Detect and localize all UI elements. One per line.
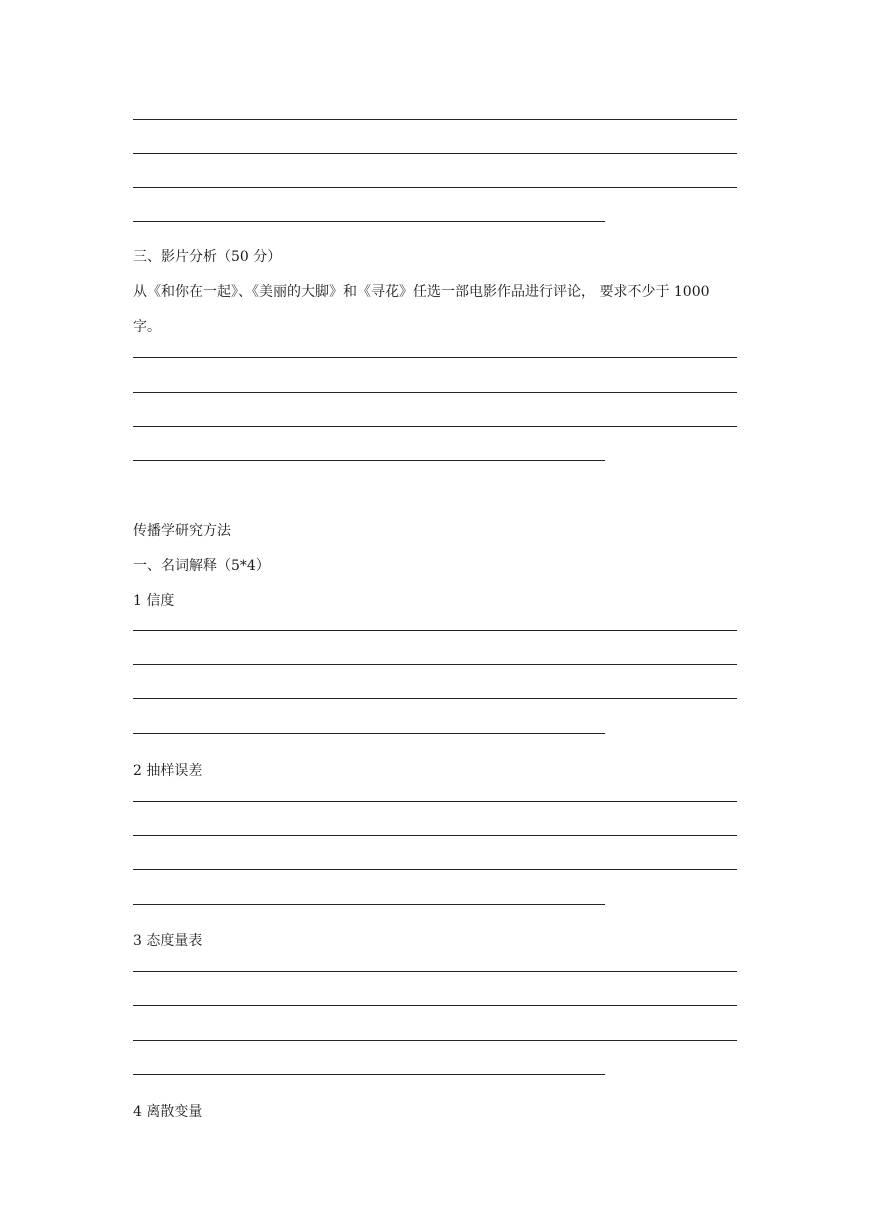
answer-line <box>133 1040 737 1041</box>
film-analysis-prompt: 从《和你在一起》、《美丽的大脚》和《寻花》任选一部电影作品进行评论， 要求不少于 1000 字。 <box>133 284 710 335</box>
answer-line <box>133 630 737 631</box>
term-label: 2 抽样误差 <box>133 763 203 779</box>
course-title: 传播学研究方法 <box>133 523 231 539</box>
answer-line <box>133 1005 737 1006</box>
answer-line <box>133 1074 605 1075</box>
answer-line <box>133 357 737 358</box>
answer-line <box>133 801 737 802</box>
answer-line <box>133 119 737 120</box>
answer-line <box>133 664 737 665</box>
answer-line <box>133 971 737 972</box>
film-analysis-heading: 三、影片分析（50 分） <box>133 249 282 265</box>
answer-line <box>133 221 605 222</box>
exam-page <box>133 0 737 1228</box>
answer-line <box>133 835 737 836</box>
answer-line <box>133 733 605 734</box>
term-label: 4 离散变量 <box>133 1104 203 1120</box>
answer-line <box>133 698 737 699</box>
answer-line <box>133 187 737 188</box>
answer-line <box>133 426 737 427</box>
answer-line <box>133 869 737 870</box>
answer-line <box>133 904 605 905</box>
answer-line <box>133 153 737 154</box>
term-label: 1 信度 <box>133 593 175 609</box>
answer-line <box>133 460 605 461</box>
answer-line <box>133 392 737 393</box>
term-label: 3 态度量表 <box>133 933 203 949</box>
part-heading: 一、名词解释（5*4） <box>133 558 270 574</box>
